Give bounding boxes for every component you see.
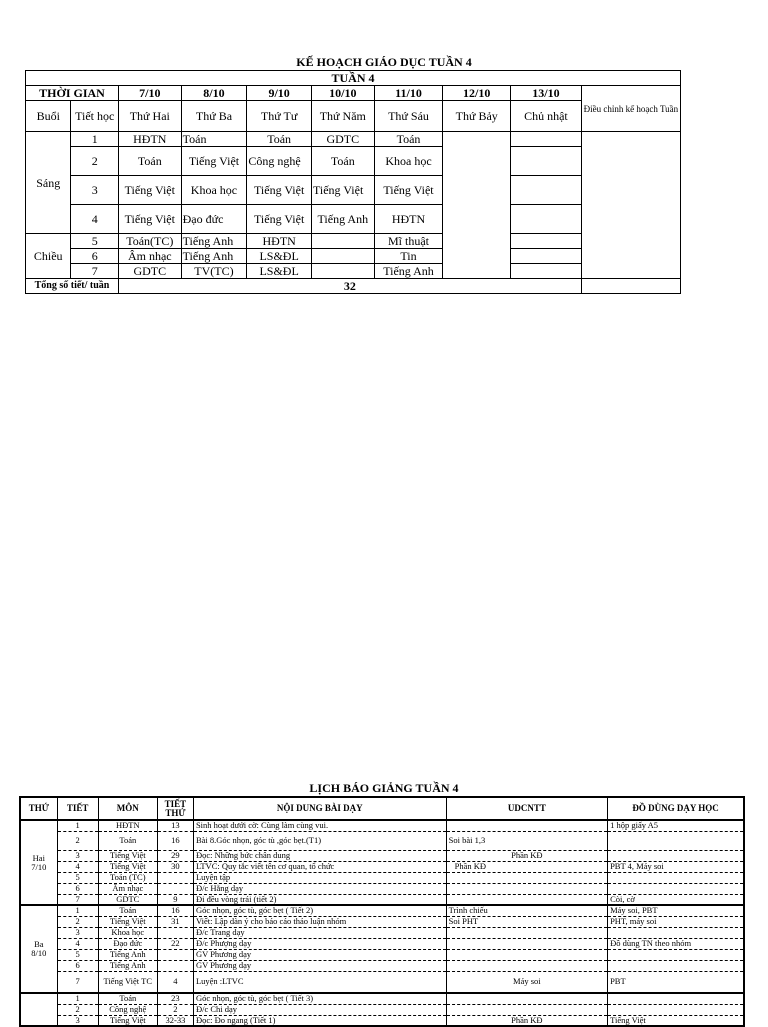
cell-tiet-thu: 16 bbox=[157, 831, 193, 850]
cell-thu bbox=[20, 993, 57, 1026]
cell-udcntt: Phần KĐ bbox=[446, 861, 607, 872]
cell-tiet: 4 bbox=[57, 938, 98, 949]
cell-noi-dung: Đọc: Đo ngang (Tiết 1) bbox=[193, 1015, 446, 1026]
plan-cell: Âm nhạc bbox=[118, 249, 181, 264]
day-date: 7/10 bbox=[31, 861, 47, 872]
cell-tiet-thu bbox=[157, 883, 193, 894]
plan-cell: GDTC bbox=[118, 264, 181, 279]
plan-title: KẾ HOẠCH GIÁO DỤC TUẦN 4 bbox=[296, 55, 472, 69]
cell-udcntt bbox=[446, 1004, 607, 1015]
plan-cell bbox=[511, 264, 582, 279]
cell-udcntt bbox=[446, 993, 607, 1004]
cell-mon: Âm nhạc bbox=[98, 883, 157, 894]
cell-do-dung bbox=[608, 1004, 744, 1015]
cell-udcntt bbox=[446, 927, 607, 938]
plan-cell: Tiếng Việt bbox=[374, 176, 443, 205]
cell-noi-dung: Góc nhọn, góc tù, góc bẹt ( Tiết 2) bbox=[193, 905, 446, 916]
plan-cell: GDTC bbox=[311, 132, 374, 147]
plan-tiet: 7 bbox=[71, 264, 119, 279]
cell-do-dung: Đồ dùng TN theo nhóm bbox=[608, 938, 744, 949]
plan-cell: Toán bbox=[311, 147, 374, 176]
schedule-row bbox=[20, 820, 744, 831]
cell-mon: Toán (TC) bbox=[98, 872, 157, 883]
plan-cell: Toán bbox=[374, 132, 443, 147]
day-date: 8/10 bbox=[31, 948, 47, 958]
cell-udcntt: Phần KĐ bbox=[446, 1015, 607, 1026]
time-label: THỜI GIAN bbox=[26, 86, 119, 101]
teaching-schedule-table bbox=[19, 796, 745, 1027]
schedule-row bbox=[20, 831, 744, 850]
cell-udcntt: Trình chiếu bbox=[446, 905, 607, 916]
cell-tiet-thu: 22 bbox=[157, 938, 193, 949]
schedule-row bbox=[20, 1015, 744, 1026]
schedule-row bbox=[20, 861, 744, 872]
cell-noi-dung: Sinh hoạt dưới cờ: Cùng làm cùng vui. bbox=[193, 820, 446, 831]
cell-tiet: 6 bbox=[57, 960, 98, 971]
cell-noi-dung: GV Phương dạy bbox=[193, 949, 446, 960]
cell-noi-dung: Góc nhọn, góc tù, góc bẹt ( Tiết 3) bbox=[193, 993, 446, 1004]
cell-tiet-thu bbox=[157, 949, 193, 960]
cell-tiet: 7 bbox=[57, 894, 98, 905]
plan-cell: Tiếng Việt bbox=[247, 205, 312, 234]
cell-tiet-thu: 9 bbox=[157, 894, 193, 905]
day-tue: Thứ Ba bbox=[181, 101, 247, 132]
plan-cell: Toán bbox=[181, 132, 247, 147]
date-tue: 8/10 bbox=[181, 86, 247, 101]
total-adjust bbox=[581, 279, 680, 294]
plan-cell: Tiếng Anh bbox=[311, 205, 374, 234]
plan-cell bbox=[511, 249, 582, 264]
col-udcntt: UDCNTT bbox=[446, 797, 607, 820]
day-name: Hai bbox=[32, 852, 45, 863]
day-thu: Thứ Năm bbox=[311, 101, 374, 132]
cell-tiet-thu bbox=[157, 872, 193, 883]
cell-noi-dung: LTVC: Quy tắc viết tên cơ quan, tổ chức bbox=[193, 861, 446, 872]
cell-do-dung: 1 hộp giấy A5 bbox=[608, 820, 744, 831]
cell-do-dung bbox=[608, 850, 744, 861]
plan-cell: Công nghệ bbox=[247, 147, 312, 176]
cell-noi-dung: Đi đều vòng trái (tiết 2) bbox=[193, 894, 446, 905]
plan-cell: HĐTN bbox=[374, 205, 443, 234]
plan-cell bbox=[511, 234, 582, 249]
schedule-row bbox=[20, 938, 744, 949]
plan-tiet: 6 bbox=[71, 249, 119, 264]
schedule-row bbox=[20, 949, 744, 960]
cell-tiet-thu: 29 bbox=[157, 850, 193, 861]
cell-noi-dung: Đ/c Chi dạy bbox=[193, 1004, 446, 1015]
plan-cell bbox=[511, 147, 582, 176]
cell-mon: Tiếng Việt TC bbox=[98, 971, 157, 993]
plan-cell: Tiếng Anh bbox=[374, 264, 443, 279]
cell-do-dung bbox=[608, 872, 744, 883]
cell-do-dung bbox=[608, 883, 744, 894]
col-mon: MÔN bbox=[98, 797, 157, 820]
plan-cell bbox=[311, 264, 374, 279]
date-sat: 12/10 bbox=[443, 86, 511, 101]
cell-do-dung bbox=[608, 960, 744, 971]
schedule-row bbox=[20, 872, 744, 883]
cell-do-dung: PBT 4, Máy soi bbox=[608, 861, 744, 872]
cell-noi-dung: Đ/c Trang dạy bbox=[193, 927, 446, 938]
cell-mon: Tiếng Anh bbox=[98, 960, 157, 971]
cell-udcntt: Phần KĐ bbox=[446, 850, 607, 861]
cell-tiet-thu: 13 bbox=[157, 820, 193, 831]
cell-noi-dung: Viết: Lập dàn ý cho báo cáo thảo luận nhóm bbox=[193, 916, 446, 927]
plan-cell: Tiếng Việt bbox=[247, 176, 312, 205]
cell-mon: Khoa học bbox=[98, 927, 157, 938]
cell-do-dung: Máy soi, PBT bbox=[608, 905, 744, 916]
plan-cell: Tiếng Việt bbox=[118, 176, 181, 205]
plan-cell: Toán bbox=[247, 132, 312, 147]
plan-cell bbox=[511, 132, 582, 147]
cell-tiet: 2 bbox=[57, 1004, 98, 1015]
plan-cell: HĐTN bbox=[247, 234, 312, 249]
cell-mon: Toán bbox=[98, 993, 157, 1004]
week-label: TUẦN 4 bbox=[26, 71, 681, 86]
cell-udcntt bbox=[446, 938, 607, 949]
schedule-row bbox=[20, 883, 744, 894]
cell-tiet: 5 bbox=[57, 872, 98, 883]
cell-do-dung: Còi, cờ bbox=[608, 894, 744, 905]
cell-tiet: 7 bbox=[57, 971, 98, 993]
cell-tiet: 2 bbox=[57, 831, 98, 850]
date-thu: 10/10 bbox=[311, 86, 374, 101]
plan-cell: Toán(TC) bbox=[118, 234, 181, 249]
cell-udcntt bbox=[446, 872, 607, 883]
cell-tiet-thu: 30 bbox=[157, 861, 193, 872]
cell-tiet: 5 bbox=[57, 949, 98, 960]
plan-cell: Tiếng Việt bbox=[118, 205, 181, 234]
date-sun: 13/10 bbox=[511, 86, 582, 101]
schedule-row bbox=[20, 971, 744, 993]
tiet-header: Tiết học bbox=[71, 101, 119, 132]
cell-tiet-thu: 16 bbox=[157, 905, 193, 916]
plan-cell: Mĩ thuật bbox=[374, 234, 443, 249]
plan-tiet: 3 bbox=[71, 176, 119, 205]
cell-mon: Công nghệ bbox=[98, 1004, 157, 1015]
cell-tiet-thu: 2 bbox=[157, 1004, 193, 1015]
schedule-body bbox=[20, 820, 744, 1026]
plan-cell bbox=[311, 234, 374, 249]
cell-mon: HĐTN bbox=[98, 820, 157, 831]
cell-mon: Tiếng Việt bbox=[98, 861, 157, 872]
cell-tiet-thu: 31 bbox=[157, 916, 193, 927]
cell-noi-dung: GV Phương dạy bbox=[193, 960, 446, 971]
saturday-column bbox=[443, 132, 511, 279]
cell-mon: Tiếng Việt bbox=[98, 916, 157, 927]
cell-tiet-thu bbox=[157, 927, 193, 938]
cell-noi-dung: Luyện tập bbox=[193, 872, 446, 883]
cell-udcntt bbox=[446, 894, 607, 905]
cell-do-dung bbox=[608, 949, 744, 960]
schedule-row bbox=[20, 916, 744, 927]
cell-mon: Tiếng Việt bbox=[98, 1015, 157, 1026]
cell-tiet: 1 bbox=[57, 993, 98, 1004]
day-wed: Thứ Tư bbox=[247, 101, 312, 132]
day-sun: Chủ nhật bbox=[511, 101, 582, 132]
cell-tiet: 1 bbox=[57, 820, 98, 831]
cell-tiet: 3 bbox=[57, 1015, 98, 1026]
cell-do-dung bbox=[608, 993, 744, 1004]
plan-cell bbox=[511, 176, 582, 205]
cell-tiet-thu: 32-33 bbox=[157, 1015, 193, 1026]
schedule-row bbox=[20, 993, 744, 1004]
plan-tiet: 2 bbox=[71, 147, 119, 176]
cell-noi-dung: Đ/c Hằng dạy bbox=[193, 883, 446, 894]
plan-cell: Toán bbox=[118, 147, 181, 176]
plan-cell: Tiếng Việt bbox=[181, 147, 247, 176]
cell-noi-dung: Đ/c Phượng dạy bbox=[193, 938, 446, 949]
plan-cell: Tiếng Anh bbox=[181, 249, 247, 264]
cell-thu bbox=[20, 905, 57, 993]
session-morning: Sáng bbox=[26, 132, 71, 234]
plan-cell: Đạo đức bbox=[181, 205, 247, 234]
cell-do-dung bbox=[608, 927, 744, 938]
plan-cell: Khoa học bbox=[181, 176, 247, 205]
date-mon: 7/10 bbox=[118, 86, 181, 101]
cell-noi-dung: Đọc: Những bức chân dung bbox=[193, 850, 446, 861]
schedule-title: LỊCH BÁO GIẢNG TUẦN 4 bbox=[309, 781, 459, 795]
cell-tiet: 3 bbox=[57, 850, 98, 861]
session-afternoon: Chiều bbox=[26, 234, 71, 279]
cell-mon: Toán bbox=[98, 831, 157, 850]
cell-noi-dung: Bài 8.Góc nhọn, góc tù ,góc bẹt.(T1) bbox=[193, 831, 446, 850]
cell-do-dung: PHT, máy soi bbox=[608, 916, 744, 927]
plan-cell: LS&ĐL bbox=[247, 249, 312, 264]
plan-cell: Tiếng Anh bbox=[181, 234, 247, 249]
col-thu: THỨ bbox=[20, 797, 57, 820]
col-tiet-thu: TIẾT THỨ bbox=[157, 797, 193, 820]
schedule-row bbox=[20, 927, 744, 938]
adjust-plan-header: Điều chỉnh kế hoạch Tuần bbox=[581, 86, 680, 132]
cell-mon: Tiếng Việt bbox=[98, 850, 157, 861]
plan-cell: TV(TC) bbox=[181, 264, 247, 279]
day-fri: Thứ Sáu bbox=[374, 101, 443, 132]
buoi-header: Buổi bbox=[26, 101, 71, 132]
plan-tiet: 5 bbox=[71, 234, 119, 249]
schedule-row bbox=[20, 894, 744, 905]
cell-do-dung bbox=[608, 831, 744, 850]
cell-tiet-thu: 23 bbox=[157, 993, 193, 1004]
cell-noi-dung: Luyện :LTVC bbox=[193, 971, 446, 993]
cell-udcntt bbox=[446, 883, 607, 894]
total-value: 32 bbox=[118, 279, 581, 294]
day-mon: Thứ Hai bbox=[118, 101, 181, 132]
plan-cell bbox=[311, 249, 374, 264]
cell-tiet: 2 bbox=[57, 916, 98, 927]
cell-udcntt: Soi PHT bbox=[446, 916, 607, 927]
cell-thu bbox=[20, 820, 57, 905]
date-fri: 11/10 bbox=[374, 86, 443, 101]
schedule-row bbox=[20, 905, 744, 916]
day-sat: Thứ Bảy bbox=[443, 101, 511, 132]
schedule-row bbox=[20, 850, 744, 861]
plan-tiet: 4 bbox=[71, 205, 119, 234]
cell-do-dung: Tiếng Việt bbox=[608, 1015, 744, 1026]
cell-do-dung: PBT bbox=[608, 971, 744, 993]
adjust-column bbox=[581, 132, 680, 279]
plan-cell bbox=[511, 205, 582, 234]
cell-udcntt: Soi bài 1,3 bbox=[446, 831, 607, 850]
plan-cell: Tin bbox=[374, 249, 443, 264]
col-tiet: TIẾT bbox=[57, 797, 98, 820]
col-noi-dung: NỘI DUNG BÀI DẠY bbox=[193, 797, 446, 820]
cell-udcntt bbox=[446, 949, 607, 960]
cell-mon: Đạo đức bbox=[98, 938, 157, 949]
plan-cell: Tiếng Việt bbox=[311, 176, 374, 205]
cell-udcntt bbox=[446, 960, 607, 971]
cell-udcntt: Máy soi bbox=[446, 971, 607, 993]
cell-tiet: 3 bbox=[57, 927, 98, 938]
day-name: Ba bbox=[34, 939, 44, 949]
cell-tiet: 1 bbox=[57, 905, 98, 916]
cell-tiet: 6 bbox=[57, 883, 98, 894]
plan-cell: Khoa học bbox=[374, 147, 443, 176]
plan-tiet: 1 bbox=[71, 132, 119, 147]
cell-tiet: 4 bbox=[57, 861, 98, 872]
date-wed: 9/10 bbox=[247, 86, 312, 101]
schedule-row bbox=[20, 1004, 744, 1015]
education-plan-table bbox=[25, 70, 681, 294]
total-label: Tổng số tiết/ tuần bbox=[26, 279, 119, 294]
cell-mon: GDTC bbox=[98, 894, 157, 905]
plan-cell: LS&ĐL bbox=[247, 264, 312, 279]
cell-mon: Tiếng Anh bbox=[98, 949, 157, 960]
cell-mon: Toán bbox=[98, 905, 157, 916]
plan-cell: HĐTN bbox=[118, 132, 181, 147]
cell-tiet-thu: 4 bbox=[157, 971, 193, 993]
cell-udcntt bbox=[446, 820, 607, 831]
col-do-dung: ĐỒ DÙNG DẠY HỌC bbox=[608, 797, 744, 820]
schedule-row bbox=[20, 960, 744, 971]
cell-tiet-thu bbox=[157, 960, 193, 971]
